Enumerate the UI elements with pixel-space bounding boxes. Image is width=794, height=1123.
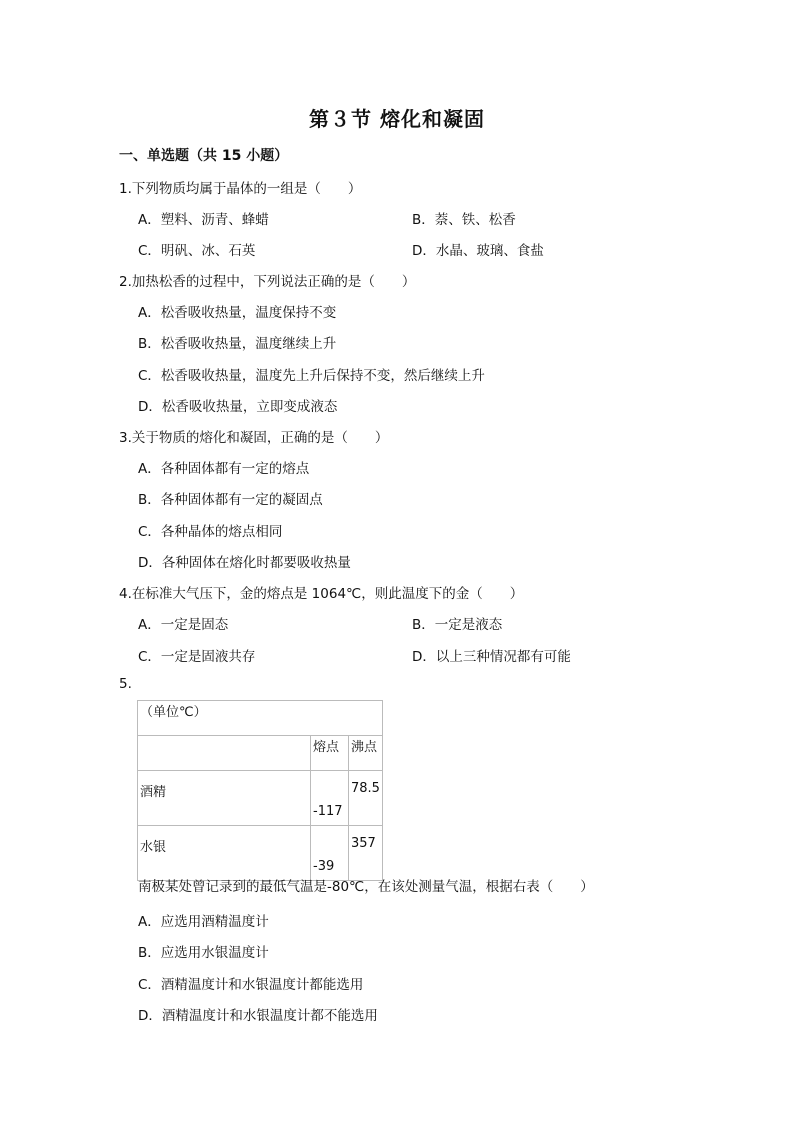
table-row [138, 736, 383, 771]
question-3-option-d[interactable]: D．各种固体在熔化时都要吸收热量 [138, 555, 351, 571]
question-5-option-d[interactable]: D．酒精温度计和水银温度计都不能选用 [138, 1008, 378, 1024]
question-2-option-b[interactable]: B．松香吸收热量，温度继续上升 [138, 336, 337, 352]
question-1-option-d[interactable]: D．水晶、玻璃、食盐 [412, 243, 544, 259]
melting-boiling-table [137, 700, 383, 881]
table-cell-substance: 酒精 [138, 771, 311, 826]
question-2-option-d[interactable]: D．松香吸收热量，立即变成液态 [138, 399, 338, 415]
question-4-option-d[interactable]: D．以上三种情况都有可能 [412, 649, 571, 665]
question-2-option-a[interactable]: A．松香吸收热量，温度保持不变 [138, 305, 337, 321]
table-cell-boiling: 78.5 [349, 771, 383, 826]
question-3-option-b[interactable]: B．各种固体都有一定的凝固点 [138, 492, 323, 508]
question-5-number: 5. [119, 676, 132, 692]
question-4-stem: 4.在标准大气压下，金的熔点是 1064℃，则此温度下的金（ ） [119, 586, 524, 602]
question-2-option-c[interactable]: C．松香吸收热量，温度先上升后保持不变，然后继续上升 [138, 368, 485, 384]
question-2-stem: 2.加热松香的过程中，下列说法正确的是（ ） [119, 274, 416, 290]
section-heading: 一、单选题（共 15 小题） [119, 148, 289, 164]
question-1-option-a[interactable]: A．塑料、沥青、蜂蜡 [138, 212, 269, 228]
table-cell-melting: -39 [311, 826, 349, 881]
table-unit-cell: （单位℃） [138, 701, 383, 736]
question-4-option-c[interactable]: C．一定是固液共存 [138, 649, 256, 665]
table-cell-boiling: 357 [349, 826, 383, 881]
question-1-stem: 1.下列物质均属于晶体的一组是（ ） [119, 181, 362, 197]
question-3-option-a[interactable]: A．各种固体都有一定的熔点 [138, 461, 310, 477]
question-1-option-c[interactable]: C．明矾、冰、石英 [138, 243, 256, 259]
question-4-option-b[interactable]: B．一定是液态 [412, 617, 503, 633]
question-3-stem: 3.关于物质的熔化和凝固，正确的是（ ） [119, 430, 389, 446]
page-title: 第３节 熔化和凝固 [309, 107, 485, 131]
table-header-melting: 熔点 [311, 736, 349, 771]
question-4-option-a[interactable]: A．一定是固态 [138, 617, 229, 633]
question-5-option-c[interactable]: C．酒精温度计和水银温度计都能选用 [138, 977, 364, 993]
question-5-stem: 南极某处曾记录到的最低气温是-80℃，在该处测量气温，根据右表（ ） [138, 879, 594, 895]
table-header-blank [138, 736, 311, 771]
question-5-option-b[interactable]: B．应选用水银温度计 [138, 945, 269, 961]
table-header-boiling: 沸点 [349, 736, 383, 771]
question-5-option-a[interactable]: A．应选用酒精温度计 [138, 914, 269, 930]
table-cell-melting: -117 [311, 771, 349, 826]
table-cell-substance: 水银 [138, 826, 311, 881]
question-1-option-b[interactable]: B．萘、铁、松香 [412, 212, 516, 228]
table-row [138, 701, 383, 736]
question-3-option-c[interactable]: C．各种晶体的熔点相同 [138, 524, 283, 540]
table-row [138, 826, 383, 881]
table-row [138, 771, 383, 826]
